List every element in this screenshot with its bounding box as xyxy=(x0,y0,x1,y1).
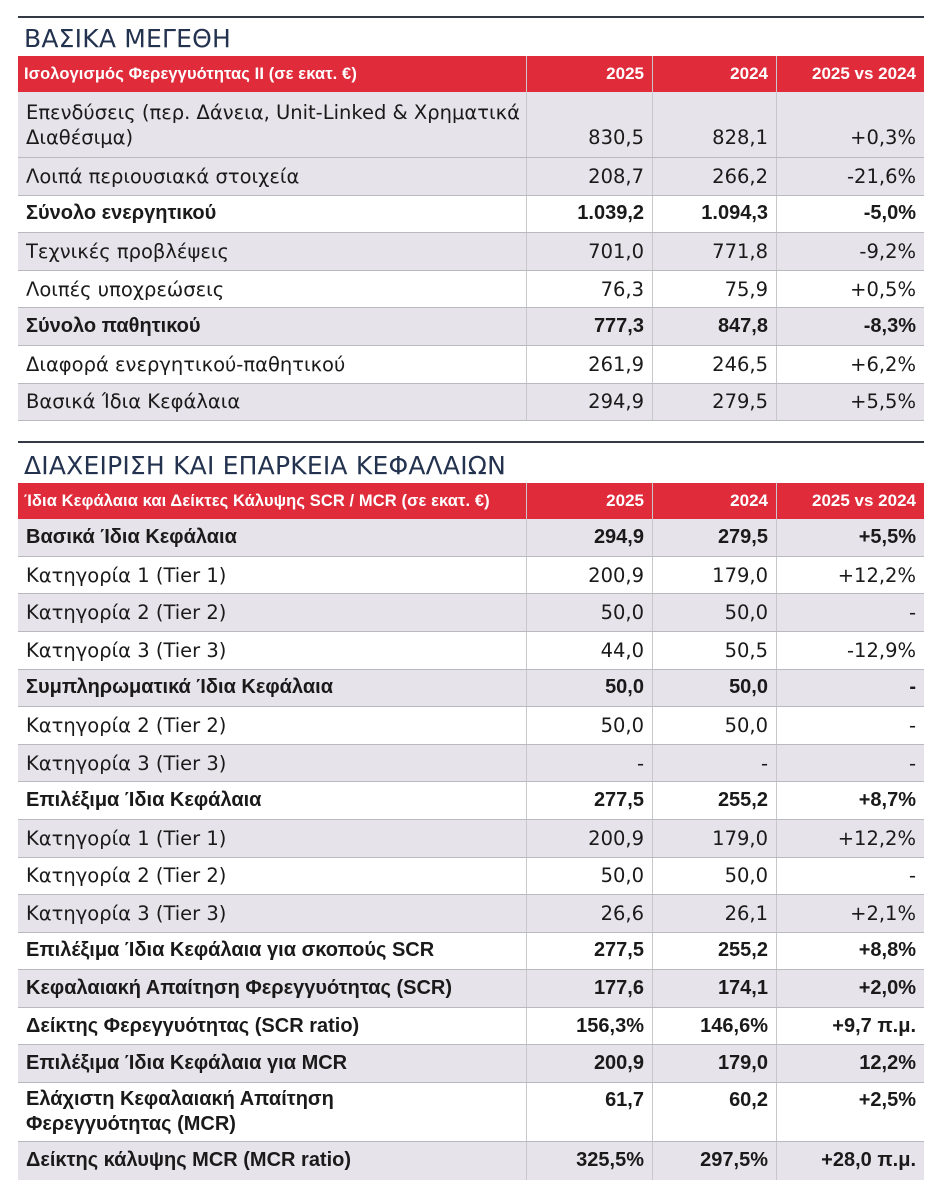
row-change: +5,5% xyxy=(776,519,924,556)
capital-adequacy-table xyxy=(18,483,924,1180)
table-row xyxy=(18,519,924,557)
row-2025: 26,6 xyxy=(526,895,652,932)
row-2025: 777,3 xyxy=(526,308,652,345)
row-label: Διαφορά ενεργητικού-παθητικού xyxy=(26,352,346,376)
row-2025: 294,9 xyxy=(526,384,652,421)
header-2025: 2025 xyxy=(526,56,652,92)
row-label: Σύνολο ενεργητικού xyxy=(26,202,217,225)
row-label: Συμπληρωματικά Ίδια Κεφάλαια xyxy=(26,676,333,699)
row-2025: 277,5 xyxy=(526,933,652,970)
row-change: +8,8% xyxy=(776,933,924,970)
row-2025: 200,9 xyxy=(526,1045,652,1082)
header-2024: 2024 xyxy=(652,56,776,92)
balance-sheet-table xyxy=(18,56,924,421)
row-label: Δείκτης κάλυψης MCR (MCR ratio) xyxy=(26,1149,352,1172)
table-row xyxy=(18,1045,924,1083)
row-change: +0,3% xyxy=(776,92,924,157)
row-change: +0,5% xyxy=(776,271,924,308)
row-label: Κατηγορία 3 (Tier 3) xyxy=(26,901,227,925)
table-row xyxy=(18,970,924,1008)
row-2024: - xyxy=(652,745,776,782)
row-label: Σύνολο παθητικού xyxy=(26,315,201,338)
table-row xyxy=(18,707,924,745)
row-2024: 255,2 xyxy=(652,782,776,819)
row-2024: 50,0 xyxy=(652,670,776,707)
row-change: -8,3% xyxy=(776,308,924,345)
header-2024: 2024 xyxy=(652,483,776,519)
row-change: -5,0% xyxy=(776,196,924,233)
row-change: +12,2% xyxy=(776,820,924,857)
row-2025: 61,7 xyxy=(526,1083,652,1141)
row-change: +6,2% xyxy=(776,346,924,383)
section1-title: ΒΑΣΙΚΑ ΜΕΓΕΘΗ xyxy=(24,24,232,53)
table-row xyxy=(18,1083,924,1142)
header-label: Ισολογισμός Φερεγγυότητας ΙΙ (σε εκατ. €) xyxy=(24,64,357,83)
row-label: Επιλέξιμα Ίδια Κεφάλαια για σκοπούς SCR xyxy=(26,939,435,962)
row-2024: 771,8 xyxy=(652,233,776,270)
row-change: +2,1% xyxy=(776,895,924,932)
table-header xyxy=(18,483,924,519)
row-change: +12,2% xyxy=(776,557,924,594)
table-row xyxy=(18,233,924,271)
row-2025: 50,0 xyxy=(526,858,652,895)
row-2024: 179,0 xyxy=(652,1045,776,1082)
row-2025: 44,0 xyxy=(526,632,652,669)
row-label: Κατηγορία 2 (Tier 2) xyxy=(26,864,227,888)
table-row xyxy=(18,745,924,783)
row-2024: 50,0 xyxy=(652,707,776,744)
table-row xyxy=(18,594,924,632)
row-2025: 261,9 xyxy=(526,346,652,383)
table-row xyxy=(18,1142,924,1180)
row-change: +5,5% xyxy=(776,384,924,421)
row-2025: 156,3% xyxy=(526,1008,652,1045)
row-2024: 828,1 xyxy=(652,92,776,157)
row-2024: 255,2 xyxy=(652,933,776,970)
row-label: Κατηγορία 1 (Tier 1) xyxy=(26,563,227,587)
row-2025: 1.039,2 xyxy=(526,196,652,233)
row-2024: 26,1 xyxy=(652,895,776,932)
table-row xyxy=(18,557,924,595)
table-row xyxy=(18,820,924,858)
row-2025: 76,3 xyxy=(526,271,652,308)
row-2025: - xyxy=(526,745,652,782)
row-label: Βασικά Ίδια Κεφάλαια xyxy=(26,390,241,414)
row-2024: 60,2 xyxy=(652,1083,776,1141)
row-2024: 179,0 xyxy=(652,820,776,857)
row-change: -12,9% xyxy=(776,632,924,669)
table-row xyxy=(18,92,924,158)
row-2025: 208,7 xyxy=(526,158,652,195)
row-change: +2,5% xyxy=(776,1083,924,1141)
row-change: +8,7% xyxy=(776,782,924,819)
row-2024: 50,0 xyxy=(652,858,776,895)
row-2024: 179,0 xyxy=(652,557,776,594)
row-2025: 200,9 xyxy=(526,820,652,857)
table-row xyxy=(18,895,924,933)
row-label: Επιλέξιμα Ίδια Κεφάλαια xyxy=(26,789,262,812)
row-2024: 174,1 xyxy=(652,970,776,1007)
row-2024: 266,2 xyxy=(652,158,776,195)
row-2025: 325,5% xyxy=(526,1142,652,1180)
row-label: Λοιπά περιουσιακά στοιχεία xyxy=(26,164,300,188)
table-row xyxy=(18,933,924,971)
row-label: Κατηγορία 1 (Tier 1) xyxy=(26,826,227,850)
table-header xyxy=(18,56,924,92)
section-gap xyxy=(18,421,924,441)
row-label: Επιλέξιμα Ίδια Κεφάλαια για MCR xyxy=(26,1052,348,1075)
row-label: Τεχνικές προβλέψεις xyxy=(26,239,229,263)
table-row xyxy=(18,670,924,708)
table-row xyxy=(18,308,924,346)
row-2024: 297,5% xyxy=(652,1142,776,1180)
row-2025: 277,5 xyxy=(526,782,652,819)
row-2024: 146,6% xyxy=(652,1008,776,1045)
row-change: 12,2% xyxy=(776,1045,924,1082)
table-row xyxy=(18,1008,924,1046)
row-change: +28,0 π.μ. xyxy=(776,1142,924,1180)
row-2024: 50,5 xyxy=(652,632,776,669)
row-change: - xyxy=(776,745,924,782)
row-2025: 200,9 xyxy=(526,557,652,594)
row-2025: 294,9 xyxy=(526,519,652,556)
row-label: Κατηγορία 2 (Tier 2) xyxy=(26,713,227,737)
row-change: +2,0% xyxy=(776,970,924,1007)
table-row xyxy=(18,782,924,820)
row-2025: 177,6 xyxy=(526,970,652,1007)
row-2024: 1.094,3 xyxy=(652,196,776,233)
row-change: -21,6% xyxy=(776,158,924,195)
row-label: Βασικά Ίδια Κεφάλαια xyxy=(26,525,237,548)
row-2024: 279,5 xyxy=(652,384,776,421)
table-row xyxy=(18,196,924,234)
table-row xyxy=(18,271,924,309)
row-label: Κατηγορία 3 (Tier 3) xyxy=(26,751,227,775)
header-change: 2025 vs 2024 xyxy=(776,483,924,519)
row-change: - xyxy=(776,670,924,707)
row-label: Λοιπές υποχρεώσεις xyxy=(26,277,225,301)
row-label: Δείκτης Φερεγγυότητας (SCR ratio) xyxy=(26,1014,360,1037)
row-change: - xyxy=(776,858,924,895)
row-label: Ελάχιστη Κεφαλαιακή Απαίτηση Φερεγγυότητας (MCR) xyxy=(26,1088,334,1136)
row-label: Κατηγορία 3 (Tier 3) xyxy=(26,638,227,662)
row-change: - xyxy=(776,707,924,744)
header-change: 2025 vs 2024 xyxy=(776,56,924,92)
row-2025: 50,0 xyxy=(526,670,652,707)
row-change: +9,7 π.μ. xyxy=(776,1008,924,1045)
row-2024: 847,8 xyxy=(652,308,776,345)
row-2024: 50,0 xyxy=(652,594,776,631)
section2-title: ΔΙΑΧΕΙΡΙΣΗ ΚΑΙ ΕΠΑΡΚΕΙΑ ΚΕΦΑΛΑΙΩΝ xyxy=(24,451,507,481)
table-row xyxy=(18,158,924,196)
row-2024: 246,5 xyxy=(652,346,776,383)
row-label: Κεφαλαιακή Απαίτηση Φερεγγυότητας (SCR) xyxy=(26,977,453,1000)
report-page xyxy=(18,0,924,1180)
table-row xyxy=(18,858,924,896)
header-2025: 2025 xyxy=(526,483,652,519)
row-label: Κατηγορία 2 (Tier 2) xyxy=(26,601,227,625)
table-row xyxy=(18,384,924,422)
row-2024: 75,9 xyxy=(652,271,776,308)
header-label: Ίδια Κεφάλαια και Δείκτες Κάλυψης SCR / MCR (σε εκατ. €) xyxy=(24,491,490,510)
row-2025: 830,5 xyxy=(526,92,652,157)
table-row xyxy=(18,346,924,384)
table-row xyxy=(18,632,924,670)
row-2025: 50,0 xyxy=(526,594,652,631)
row-2024: 279,5 xyxy=(652,519,776,556)
row-2025: 701,0 xyxy=(526,233,652,270)
row-change: -9,2% xyxy=(776,233,924,270)
row-2025: 50,0 xyxy=(526,707,652,744)
row-label: Επενδύσεις (περ. Δάνεια, Unit-Linked & Χρηματικά Διαθέσιμα) xyxy=(26,100,520,149)
row-change: - xyxy=(776,594,924,631)
